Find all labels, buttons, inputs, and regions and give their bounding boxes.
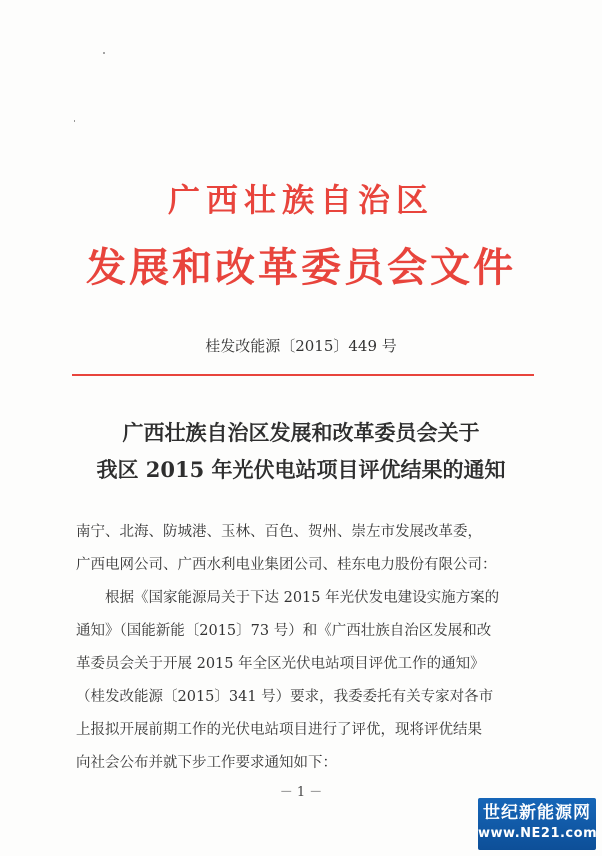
scan-speck — [103, 52, 105, 54]
issuer-name-line2: 发展和改革委员会文件 — [86, 244, 516, 291]
body-line: 广西电网公司、广西水利电业集团公司、桂东电力股份有限公司： — [76, 557, 497, 573]
red-divider-line — [72, 374, 534, 376]
document-title-line1: 广西壮族自治区发展和改革委员会关于 — [122, 420, 480, 445]
watermark-site-url: www.NE21.com — [478, 826, 598, 841]
document-title-line2: 我区 2015 年光伏电站项目评优结果的通知 — [96, 457, 506, 482]
scan-speck — [74, 120, 75, 122]
body-line: 向社会公布并就下步工作要求通知如下： — [76, 755, 337, 771]
issuer-name-line1: 广西壮族自治区 — [167, 181, 434, 219]
site-watermark-logo — [478, 798, 596, 850]
body-line: 根据《国家能源局关于下达 2015 年光伏发电建设实施方案的 — [76, 590, 500, 606]
document-number: 桂发改能源〔2015〕449 号 — [205, 337, 397, 355]
body-line: 上报拟开展前期工作的光伏电站项目进行了评优，现将评优结果 — [76, 722, 482, 738]
body-line: 通知》（国能新能〔2015〕73 号）和《广西壮族自治区发展和改 — [76, 623, 492, 639]
page-number: － 1 － — [279, 785, 323, 800]
body-line: 南宁、北海、防城港、玉林、百色、贺州、崇左市发展改革委， — [76, 524, 482, 540]
body-line: 革委员会关于开展 2015 年全区光伏电站项目评优工作的通知》 — [76, 656, 485, 672]
watermark-site-name: 世纪新能源网 — [483, 803, 591, 823]
body-line: （桂发改能源〔2015〕341 号）要求，我委委托有关专家对各市 — [76, 689, 494, 705]
